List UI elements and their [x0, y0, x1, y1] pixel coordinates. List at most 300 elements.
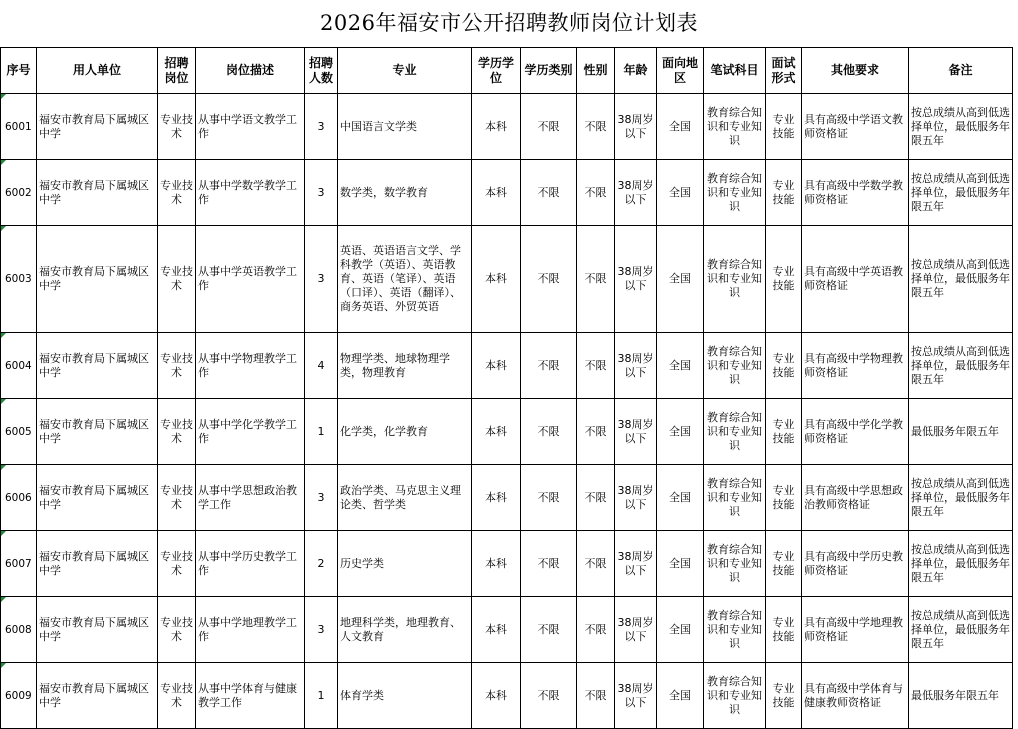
unit-cell[interactable]: [37, 160, 158, 226]
interview-cell[interactable]: [766, 399, 802, 465]
other-cell[interactable]: [802, 531, 909, 597]
count-cell[interactable]: [305, 226, 338, 333]
cell-marker-icon: [1, 597, 6, 602]
cell-text: 按总成绩从高到低选择单位，最低服务年限五年: [911, 476, 1010, 518]
degree-cell[interactable]: [472, 663, 521, 729]
age-cell[interactable]: [615, 333, 657, 399]
cell-text: 专业技能: [772, 265, 795, 292]
cell-text: 38周岁以下: [617, 681, 654, 709]
region-cell[interactable]: [657, 399, 704, 465]
gender-cell[interactable]: [577, 399, 615, 465]
gender-cell[interactable]: [577, 226, 615, 333]
cell-text: 不限: [584, 185, 607, 199]
cell-marker-icon: [1, 333, 6, 338]
category-cell[interactable]: [521, 226, 577, 333]
other-cell[interactable]: [802, 597, 909, 663]
gender-cell[interactable]: [577, 531, 615, 597]
cell-text: 教育综合知识和专业知识: [707, 344, 762, 386]
cell-text: 地理科学类，地理教育、人文教育: [340, 615, 461, 643]
cell-text: 福安市教育局下属城区中学: [39, 615, 149, 643]
seq-cell[interactable]: [1, 94, 37, 160]
category-cell[interactable]: [521, 531, 577, 597]
note-cell[interactable]: [909, 226, 1013, 333]
table-row: [1, 531, 1013, 597]
cell-text: 专业技术: [160, 112, 193, 140]
age-cell[interactable]: [615, 160, 657, 226]
count-cell[interactable]: [305, 160, 338, 226]
unit-cell[interactable]: [37, 531, 158, 597]
cell-text: 福安市教育局下属城区中学: [39, 265, 149, 292]
age-cell[interactable]: [615, 531, 657, 597]
header-cell: 序号: [1, 48, 37, 94]
region-cell[interactable]: [657, 531, 704, 597]
cell-text: 从事中学英语教学工作: [198, 265, 297, 292]
desc-cell[interactable]: [196, 663, 305, 729]
cell-text: 专业技术: [160, 483, 193, 511]
cell-text: 不限: [537, 119, 560, 133]
cell-text: 具有高级中学数学教师资格证: [804, 178, 903, 206]
cell-text: 38周岁以下: [617, 265, 654, 292]
degree-cell[interactable]: [472, 465, 521, 531]
cell-text: 具有高级中学物理教师资格证: [804, 351, 903, 379]
degree-cell[interactable]: [472, 226, 521, 333]
unit-cell[interactable]: [37, 663, 158, 729]
other-cell[interactable]: [802, 94, 909, 160]
cell-text: 教育综合知识和专业知识: [707, 410, 762, 452]
category-cell[interactable]: [521, 160, 577, 226]
recruitment-table: [0, 47, 1013, 729]
post-cell[interactable]: [158, 663, 196, 729]
cell-text: 从事中学地理教学工作: [198, 615, 297, 643]
exam-cell[interactable]: [704, 531, 766, 597]
post-cell[interactable]: [158, 399, 196, 465]
cell-text: 6006: [5, 491, 32, 504]
cell-text: 具有高级中学语文教师资格证: [804, 112, 903, 140]
other-cell[interactable]: [802, 399, 909, 465]
region-cell[interactable]: [657, 663, 704, 729]
post-cell[interactable]: [158, 160, 196, 226]
age-cell[interactable]: [615, 226, 657, 333]
category-cell[interactable]: [521, 597, 577, 663]
seq-cell[interactable]: [1, 160, 37, 226]
cell-text: 福安市教育局下属城区中学: [39, 178, 149, 206]
cell-text: 专业技能: [772, 681, 795, 709]
count-cell[interactable]: [305, 333, 338, 399]
cell-text: 不限: [537, 358, 560, 372]
unit-cell[interactable]: [37, 399, 158, 465]
category-cell[interactable]: [521, 465, 577, 531]
note-cell[interactable]: [909, 597, 1013, 663]
cell-text: 从事中学语文教学工作: [198, 112, 297, 140]
cell-text: 3: [317, 272, 325, 285]
note-cell[interactable]: [909, 465, 1013, 531]
cell-text: 教育综合知识和专业知识: [707, 171, 762, 213]
post-cell[interactable]: [158, 94, 196, 160]
major-cell[interactable]: [338, 399, 472, 465]
unit-cell[interactable]: [37, 94, 158, 160]
cell-text: 3: [317, 490, 325, 504]
cell-text: 物理学类、地球物理学类，物理教育: [340, 351, 450, 379]
cell-text: 6004: [5, 359, 32, 372]
unit-cell[interactable]: [37, 465, 158, 531]
header-cell: 用人单位: [37, 48, 158, 94]
cell-text: 按总成绩从高到低选择单位，最低服务年限五年: [911, 171, 1010, 213]
cell-text: 不限: [584, 358, 607, 372]
cell-text: 专业技术: [160, 549, 193, 577]
cell-text: 6008: [5, 623, 32, 636]
cell-marker-icon: [1, 465, 6, 470]
note-cell[interactable]: [909, 663, 1013, 729]
desc-cell[interactable]: [196, 333, 305, 399]
cell-text: 教育综合知识和专业知识: [707, 608, 762, 650]
desc-cell[interactable]: [196, 399, 305, 465]
cell-text: 本科: [485, 424, 507, 438]
cell-text: 从事中学历史教学工作: [198, 549, 297, 577]
post-cell[interactable]: [158, 465, 196, 531]
degree-cell[interactable]: [472, 333, 521, 399]
count-cell[interactable]: [305, 531, 338, 597]
page-title: 2026年福安市公开招聘教师岗位计划表: [320, 11, 698, 35]
desc-cell[interactable]: [196, 160, 305, 226]
major-cell[interactable]: [338, 94, 472, 160]
other-cell[interactable]: [802, 160, 909, 226]
cell-text: 福安市教育局下属城区中学: [39, 351, 149, 379]
header-cell: 性别: [577, 48, 615, 94]
table-row: [1, 663, 1013, 729]
cell-text: 38周岁以下: [617, 483, 654, 511]
cell-text: 专业技能: [772, 112, 795, 140]
cell-text: 教育综合知识和专业知识: [707, 258, 762, 299]
cell-text: 3: [317, 185, 325, 199]
degree-cell[interactable]: [472, 160, 521, 226]
cell-text: 全国: [669, 424, 691, 438]
cell-text: 38周岁以下: [617, 615, 654, 643]
cell-text: 全国: [669, 556, 691, 570]
interview-cell[interactable]: [766, 226, 802, 333]
other-cell[interactable]: [802, 333, 909, 399]
cell-text: 教育综合知识和专业知识: [707, 105, 762, 147]
cell-text: 38周岁以下: [617, 417, 654, 445]
table-row: [1, 465, 1013, 531]
cell-text: 福安市教育局下属城区中学: [39, 549, 149, 577]
cell-text: 全国: [669, 272, 691, 285]
cell-text: 4: [317, 358, 325, 372]
cell-text: 38周岁以下: [617, 351, 654, 379]
header-cell: 面试形式: [766, 48, 802, 94]
cell-text: 按总成绩从高到低选择单位，最低服务年限五年: [911, 608, 1010, 650]
cell-text: 福安市教育局下属城区中学: [39, 417, 149, 445]
major-cell[interactable]: [338, 333, 472, 399]
gender-cell[interactable]: [577, 94, 615, 160]
cell-text: 本科: [485, 119, 507, 133]
unit-cell[interactable]: [37, 597, 158, 663]
cell-text: 不限: [584, 272, 607, 285]
major-cell[interactable]: [338, 663, 472, 729]
interview-cell[interactable]: [766, 160, 802, 226]
desc-cell[interactable]: [196, 465, 305, 531]
cell-text: 本科: [485, 185, 507, 199]
category-cell[interactable]: [521, 333, 577, 399]
cell-text: 从事中学体育与健康教学工作: [198, 681, 297, 709]
major-cell[interactable]: [338, 597, 472, 663]
count-cell[interactable]: [305, 663, 338, 729]
cell-text: 英语、英语语言文学、学科教学（英语）、英语教育、英语（笔译）、英语（口译）、英语（翻译）、商务英语、外贸英语: [340, 244, 461, 313]
cell-text: 具有高级中学体育与健康教师资格证: [804, 681, 903, 709]
count-cell[interactable]: [305, 465, 338, 531]
degree-cell[interactable]: [472, 531, 521, 597]
cell-text: 全国: [669, 119, 691, 133]
exam-cell[interactable]: [704, 160, 766, 226]
cell-text: 38周岁以下: [617, 112, 654, 140]
cell-marker-icon: [1, 399, 6, 404]
cell-text: 具有高级中学地理教师资格证: [804, 615, 903, 643]
cell-text: 不限: [584, 556, 607, 570]
category-cell[interactable]: [521, 399, 577, 465]
seq-cell[interactable]: [1, 399, 37, 465]
cell-text: 具有高级中学思想政治教师资格证: [804, 483, 903, 511]
cell-text: 6009: [5, 689, 32, 702]
post-cell[interactable]: [158, 531, 196, 597]
header-cell: 专业: [338, 48, 472, 94]
region-cell[interactable]: [657, 597, 704, 663]
note-cell[interactable]: [909, 531, 1013, 597]
cell-marker-icon: [1, 226, 6, 231]
cell-text: 最低服务年限五年: [911, 424, 999, 438]
cell-text: 不限: [584, 119, 607, 133]
seq-cell[interactable]: [1, 333, 37, 399]
cell-text: 最低服务年限五年: [911, 688, 999, 702]
cell-text: 全国: [669, 185, 691, 199]
note-cell[interactable]: [909, 333, 1013, 399]
table-row: [1, 226, 1013, 333]
cell-text: 6002: [5, 186, 32, 199]
gender-cell[interactable]: [577, 663, 615, 729]
table-row: [1, 399, 1013, 465]
gender-cell[interactable]: [577, 160, 615, 226]
cell-text: 专业技能: [772, 417, 795, 445]
cell-marker-icon: [1, 531, 6, 536]
cell-text: 按总成绩从高到低选择单位，最低服务年限五年: [911, 105, 1010, 147]
cell-text: 从事中学物理教学工作: [198, 351, 297, 379]
cell-text: 教育综合知识和专业知识: [707, 476, 762, 518]
cell-text: 6003: [5, 273, 32, 285]
seq-cell[interactable]: [1, 597, 37, 663]
exam-cell[interactable]: [704, 94, 766, 160]
other-cell[interactable]: [802, 663, 909, 729]
cell-text: 38周岁以下: [617, 549, 654, 577]
region-cell[interactable]: [657, 94, 704, 160]
cell-text: 政治学类、马克思主义理论类、哲学类: [340, 483, 461, 511]
other-cell[interactable]: [802, 465, 909, 531]
interview-cell[interactable]: [766, 663, 802, 729]
cell-text: 1: [317, 688, 325, 702]
exam-cell[interactable]: [704, 333, 766, 399]
note-cell[interactable]: [909, 399, 1013, 465]
cell-marker-icon: [1, 663, 6, 668]
cell-text: 全国: [669, 688, 691, 702]
degree-cell[interactable]: [472, 399, 521, 465]
cell-text: 按总成绩从高到低选择单位，最低服务年限五年: [911, 344, 1010, 386]
cell-text: 中国语言文学类: [340, 119, 417, 133]
cell-text: 38周岁以下: [617, 178, 654, 206]
cell-text: 本科: [485, 556, 507, 570]
exam-cell[interactable]: [704, 399, 766, 465]
header-cell: 学历类别: [521, 48, 577, 94]
count-cell[interactable]: [305, 597, 338, 663]
cell-text: 2: [317, 556, 325, 570]
note-cell[interactable]: [909, 94, 1013, 160]
cell-text: 按总成绩从高到低选择单位，最低服务年限五年: [911, 258, 1010, 299]
exam-cell[interactable]: [704, 465, 766, 531]
cell-marker-icon: [1, 160, 6, 165]
cell-text: 教育综合知识和专业知识: [707, 674, 762, 716]
cell-text: 专业技能: [772, 483, 795, 511]
cell-text: 福安市教育局下属城区中学: [39, 681, 149, 709]
desc-cell[interactable]: [196, 597, 305, 663]
seq-cell[interactable]: [1, 226, 37, 333]
seq-cell[interactable]: [1, 663, 37, 729]
cell-text: 6007: [5, 557, 32, 570]
cell-text: 不限: [537, 424, 560, 438]
cell-text: 不限: [537, 556, 560, 570]
desc-cell[interactable]: [196, 226, 305, 333]
cell-text: 1: [317, 424, 325, 438]
age-cell[interactable]: [615, 94, 657, 160]
region-cell[interactable]: [657, 226, 704, 333]
cell-text: 福安市教育局下属城区中学: [39, 483, 149, 511]
header-cell: 面向地区: [657, 48, 704, 94]
count-cell[interactable]: [305, 94, 338, 160]
category-cell[interactable]: [521, 94, 577, 160]
region-cell[interactable]: [657, 465, 704, 531]
cell-text: 具有高级中学化学教师资格证: [804, 417, 903, 445]
cell-text: 不限: [584, 490, 607, 504]
header-cell: 其他要求: [802, 48, 909, 94]
seq-cell[interactable]: [1, 465, 37, 531]
cell-text: 专业技术: [160, 417, 193, 445]
cell-text: 3: [317, 622, 325, 636]
degree-cell[interactable]: [472, 597, 521, 663]
major-cell[interactable]: [338, 160, 472, 226]
cell-text: 本科: [485, 490, 507, 504]
major-cell[interactable]: [338, 531, 472, 597]
cell-text: 不限: [584, 424, 607, 438]
post-cell[interactable]: [158, 597, 196, 663]
unit-cell[interactable]: [37, 333, 158, 399]
other-cell[interactable]: [802, 226, 909, 333]
note-cell[interactable]: [909, 160, 1013, 226]
cell-text: 本科: [485, 272, 507, 285]
interview-cell[interactable]: [766, 333, 802, 399]
cell-text: 本科: [485, 358, 507, 372]
cell-text: 专业技术: [160, 351, 193, 379]
interview-cell[interactable]: [766, 94, 802, 160]
cell-text: 专业技术: [160, 178, 193, 206]
header-cell: 岗位描述: [196, 48, 305, 94]
table-row: [1, 160, 1013, 226]
region-cell[interactable]: [657, 160, 704, 226]
gender-cell[interactable]: [577, 465, 615, 531]
cell-text: 具有高级中学历史教师资格证: [804, 549, 903, 577]
cell-text: 3: [317, 119, 325, 133]
gender-cell[interactable]: [577, 597, 615, 663]
cell-text: 化学类，化学教育: [340, 424, 428, 438]
interview-cell[interactable]: [766, 465, 802, 531]
major-cell[interactable]: [338, 226, 472, 333]
cell-text: 专业技能: [772, 351, 795, 379]
header-cell: 备注: [909, 48, 1013, 94]
cell-text: 不限: [537, 185, 560, 199]
header-row: [1, 48, 1013, 94]
cell-text: 体育学类: [340, 688, 384, 702]
age-cell[interactable]: [615, 663, 657, 729]
exam-cell[interactable]: [704, 226, 766, 333]
degree-cell[interactable]: [472, 94, 521, 160]
age-cell[interactable]: [615, 399, 657, 465]
cell-text: 专业技能: [772, 178, 795, 206]
cell-text: 数学类，数学教育: [340, 185, 428, 199]
post-cell[interactable]: [158, 226, 196, 333]
header-cell: 招聘人数: [305, 48, 338, 94]
cell-text: 从事中学数学教学工作: [198, 178, 297, 206]
exam-cell[interactable]: [704, 597, 766, 663]
cell-text: 专业技术: [160, 265, 193, 292]
header-cell: 招聘岗位: [158, 48, 196, 94]
cell-text: 本科: [485, 688, 507, 702]
cell-text: 6005: [5, 425, 32, 438]
interview-cell[interactable]: [766, 531, 802, 597]
header-cell: 年龄: [615, 48, 657, 94]
cell-text: 历史学类: [340, 556, 384, 570]
cell-text: 具有高级中学英语教师资格证: [804, 265, 903, 292]
desc-cell[interactable]: [196, 94, 305, 160]
cell-text: 不限: [584, 622, 607, 636]
table-row: [1, 94, 1013, 160]
age-cell[interactable]: [615, 597, 657, 663]
cell-text: 不限: [584, 688, 607, 702]
table-row: [1, 333, 1013, 399]
cell-text: 教育综合知识和专业知识: [707, 542, 762, 584]
region-cell[interactable]: [657, 333, 704, 399]
cell-text: 不限: [537, 490, 560, 504]
cell-text: 福安市教育局下属城区中学: [39, 112, 149, 140]
unit-cell[interactable]: [37, 226, 158, 333]
cell-text: 全国: [669, 490, 691, 504]
cell-text: 不限: [537, 622, 560, 636]
count-cell[interactable]: [305, 399, 338, 465]
major-cell[interactable]: [338, 465, 472, 531]
category-cell[interactable]: [521, 663, 577, 729]
gender-cell[interactable]: [577, 333, 615, 399]
seq-cell[interactable]: [1, 531, 37, 597]
header-cell: 笔试科目: [704, 48, 766, 94]
cell-text: 不限: [537, 272, 560, 285]
header-cell: 学历学位: [472, 48, 521, 94]
cell-text: 专业技能: [772, 615, 795, 643]
desc-cell[interactable]: [196, 531, 305, 597]
exam-cell[interactable]: [704, 663, 766, 729]
cell-text: 本科: [485, 622, 507, 636]
table-row: [1, 597, 1013, 663]
post-cell[interactable]: [158, 333, 196, 399]
cell-text: 全国: [669, 622, 691, 636]
cell-marker-icon: [1, 94, 6, 99]
cell-text: 从事中学化学教学工作: [198, 417, 297, 445]
cell-text: 全国: [669, 358, 691, 372]
cell-text: 专业技能: [772, 549, 795, 577]
age-cell[interactable]: [615, 465, 657, 531]
interview-cell[interactable]: [766, 597, 802, 663]
